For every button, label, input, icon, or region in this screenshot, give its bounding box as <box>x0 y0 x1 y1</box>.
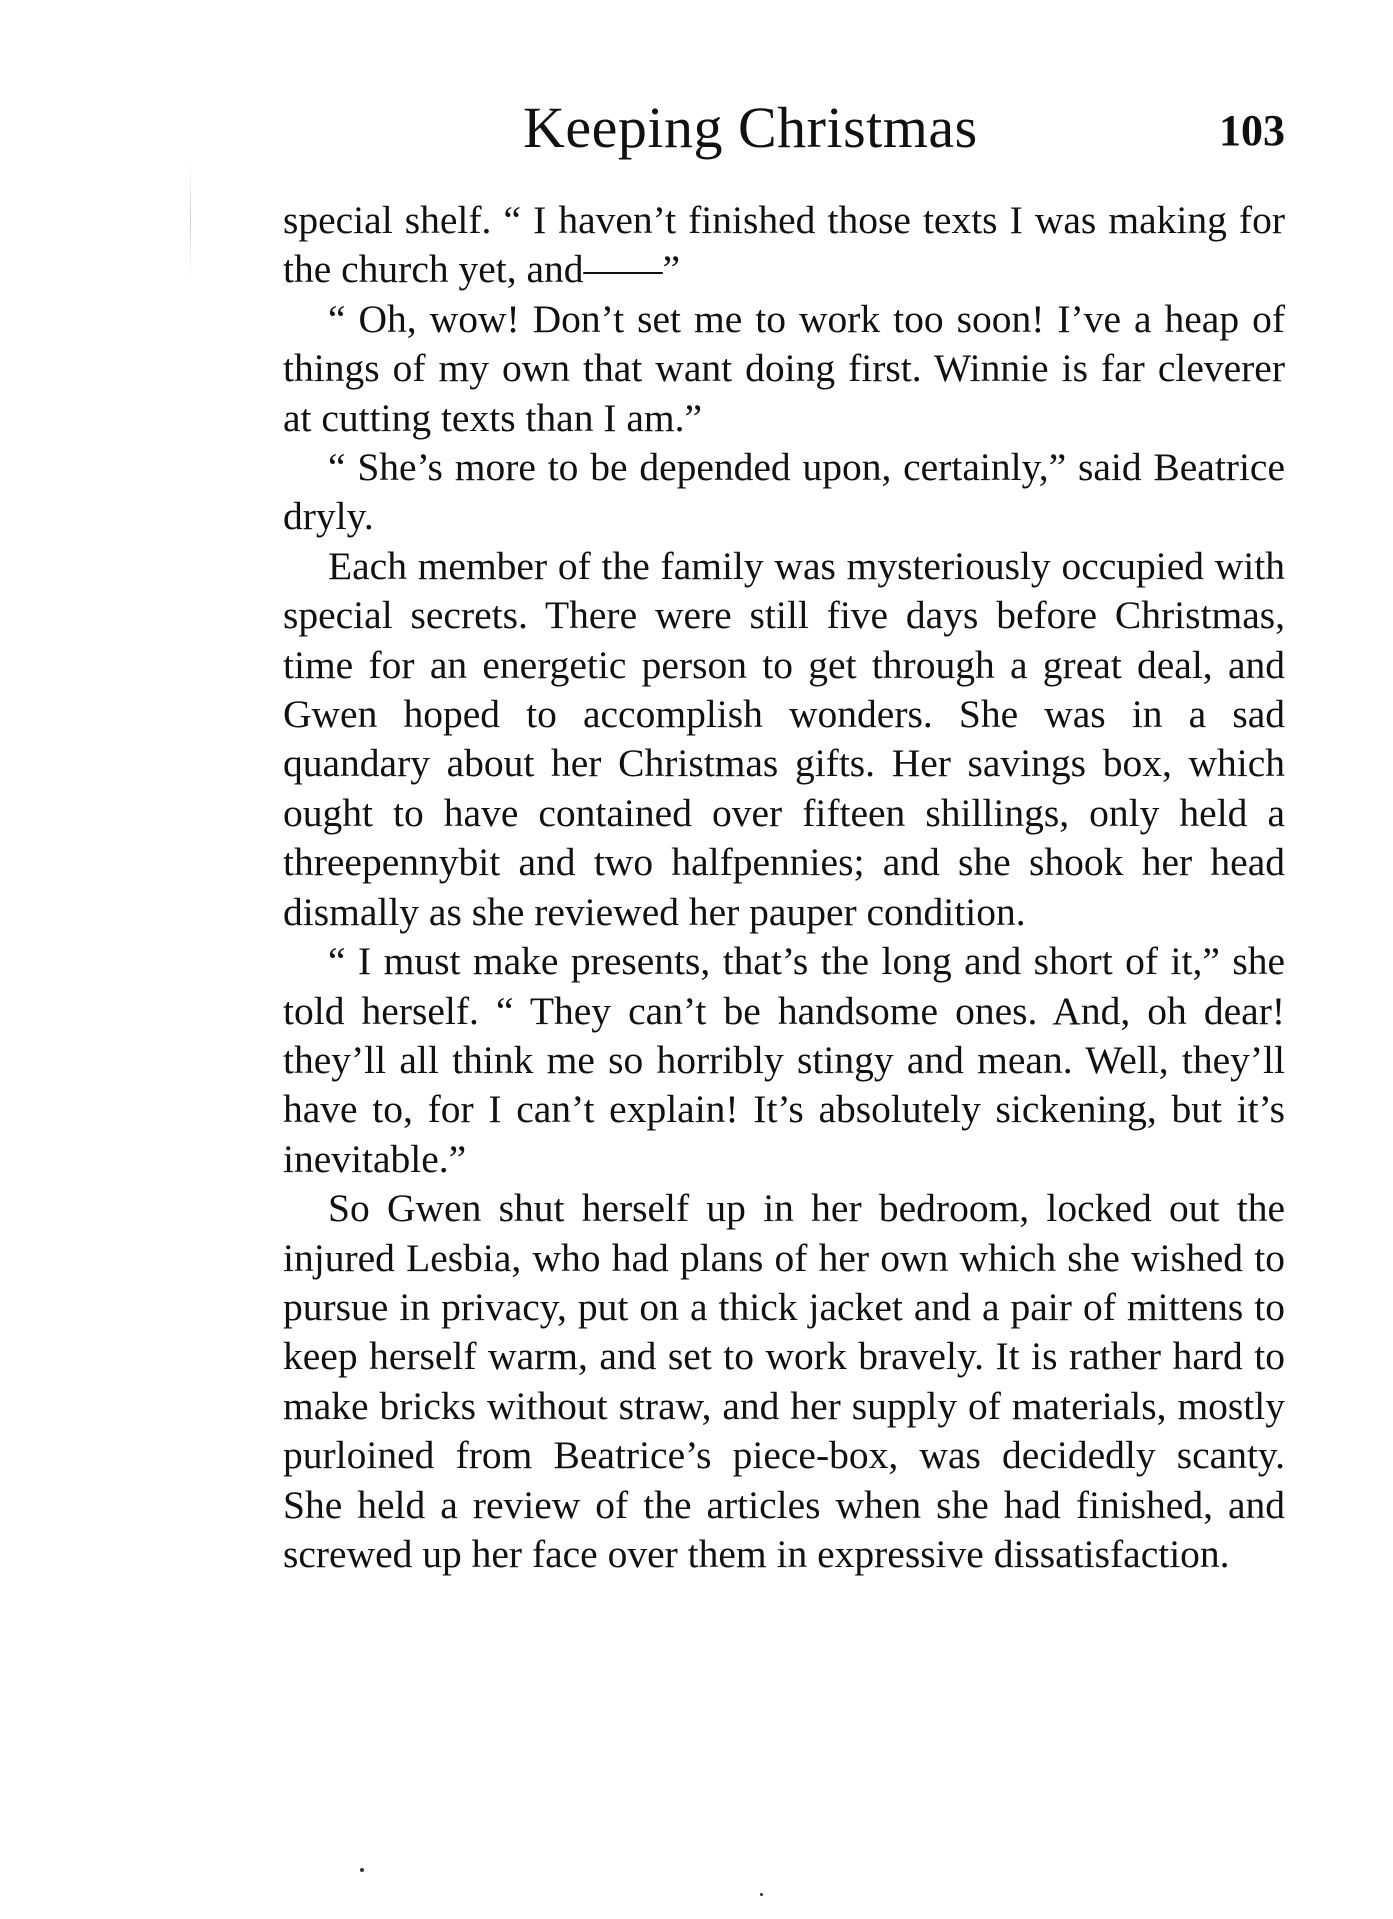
paragraph-5: “ I must make presents, that’s the long and short of it,” she told herself. “ They can’t be handsome ones. And, oh dear! they’ll all think me so horribly stingy and mean. Well, they’ll have to, for I can’t explain! It’s absolutely sickening, but it’s inevitable.” <box>283 939 1285 1181</box>
page-number: 103 <box>1219 106 1285 155</box>
ink-speck <box>360 1868 364 1872</box>
paragraph-6: So Gwen shut herself up in her bedroom, locked out the injured Lesbia, who had plans of her own which she wished to pursue in privacy, put on a thick jacket and a pair of mittens to keep herself warm, and set to work bravely. It is rather hard to make bricks without straw, and her supply of materials, mostly purloined from Beatrice’s piece-box, was decidedly scanty. She held a review of the articles when she had finished, and screwed up her face over them in expressive dissatisfaction. <box>283 1186 1285 1576</box>
running-head <box>283 88 1285 168</box>
paragraph-4: Each member of the family was mysteriously occupied with special secrets. There were still five days before Christmas, time for an energetic person to get through a great deal, and Gwen hoped to accomplish wonders. She was in a sad quandary about her Christmas gifts. Her savings box, which ought to have contained over fifteen shillings, only held a threepennybit and two halfpennies; and she shook her head dismally as she reviewed her pauper condition. <box>283 543 1285 934</box>
paragraph-2: “ Oh, wow! Don’t set me to work too soon! I’ve a heap of things of my own that want doing first. Winnie is far cleverer at cutting texts than I am.” <box>283 296 1285 440</box>
paragraph-1: special shelf. “ I haven’t finished those texts I was making for the church yet, and——” <box>283 198 1285 292</box>
running-title: Keeping Christmas <box>523 95 978 160</box>
margin-smudge <box>190 160 191 280</box>
ink-speck <box>760 1893 763 1896</box>
paragraph-3: “ She’s more to be depended upon, certainly,” said Beatrice dryly. <box>283 445 1285 539</box>
body-text <box>283 196 1285 1579</box>
